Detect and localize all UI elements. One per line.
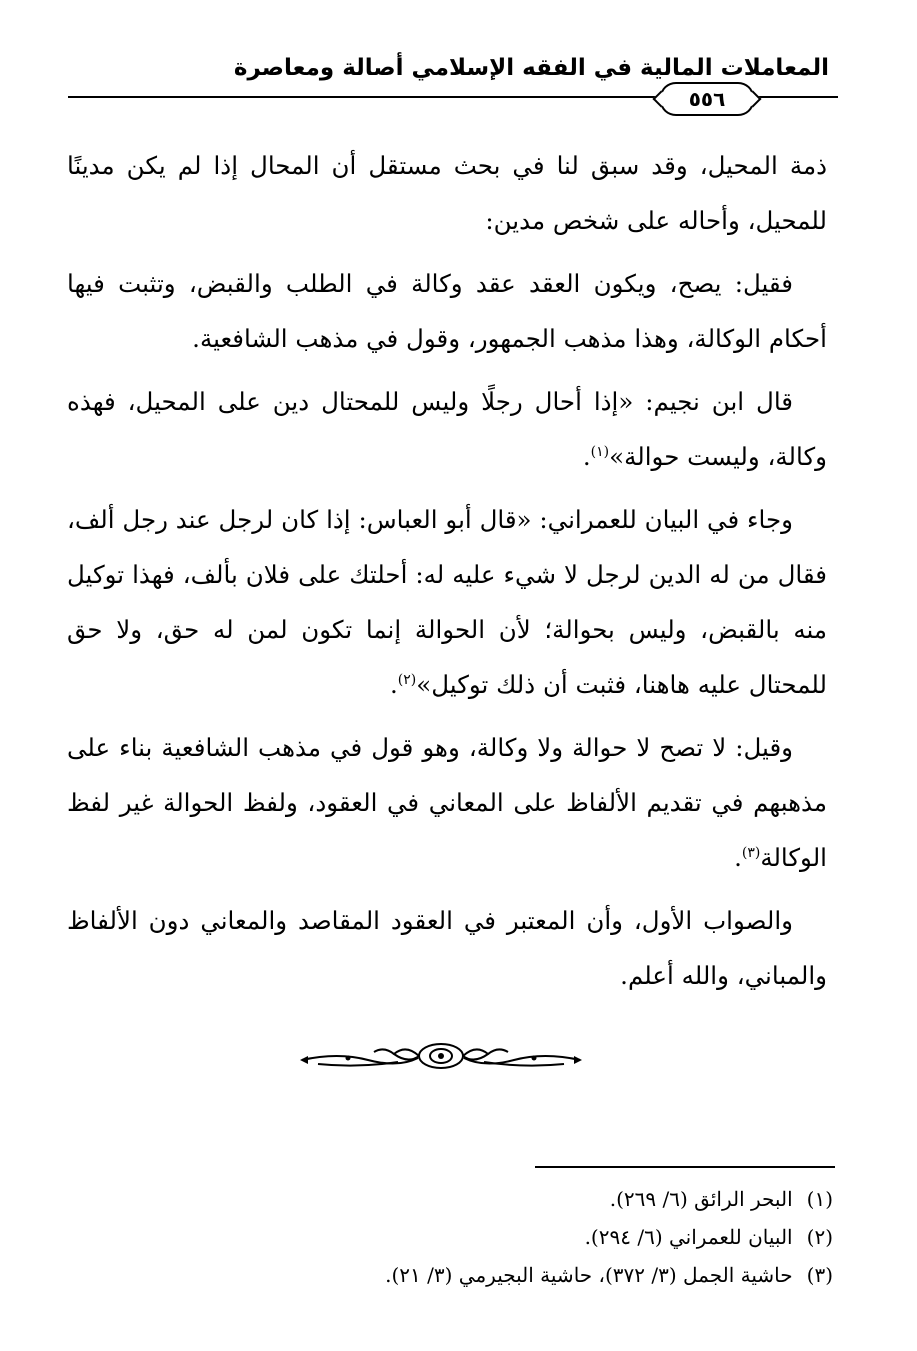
footnotes xyxy=(73,1180,833,1294)
paragraph-3 xyxy=(67,374,827,484)
footnote-text: البيان للعمراني (٦/ ٢٩٤). xyxy=(584,1225,793,1249)
footnote-number: (٣) xyxy=(806,1263,833,1287)
footnote-ref-1[interactable]: (١) xyxy=(590,444,610,460)
footnote-number: (٢) xyxy=(806,1225,833,1249)
paragraph-5-text: وقيل: لا تصح لا حوالة ولا وكالة، وهو قول في مذهب الشافعية بناء على مذهبهم في تقديم الألفاظ على المعاني في العقود، ولفظ الحوالة غير لفظ الوكالة xyxy=(67,733,827,872)
footnote-ref-3[interactable]: (٣) xyxy=(741,845,761,861)
paragraph-2: فقيل: يصح، ويكون العقد عقد وكالة في الطلب والقبض، وتثبت فيها أحكام الوكالة، وهذا مذهب الجمهور، وقول في مذهب الشافعية. xyxy=(67,269,827,353)
footnote-text: حاشية الجمل (٣/ ٣٧٢)، حاشية البجيرمي (٣/ ٢١). xyxy=(385,1263,793,1287)
footnote-text: البحر الرائق (٦/ ٢٦٩). xyxy=(609,1187,793,1211)
footnote-ref-2[interactable]: (٢) xyxy=(397,672,417,688)
paragraph-4 xyxy=(67,492,827,712)
paragraph-1: ذمة المحيل، وقد سبق لنا في بحث مستقل أن المحال إذا لم يكن مدينًا للمحيل، وأحاله على شخص مدين: xyxy=(67,151,827,235)
paragraph-5-end: . xyxy=(734,843,742,872)
footnote-2 xyxy=(73,1218,833,1256)
footnote-1 xyxy=(73,1180,833,1218)
running-title: المعاملات المالية في الفقه الإسلامي أصالة ومعاصرة xyxy=(233,55,829,81)
main-text xyxy=(67,138,827,1011)
paragraph-6: والصواب الأول، وأن المعتبر في العقود المقاصد والمعاني دون الألفاظ والمباني، والله أعلم. xyxy=(67,906,827,990)
paragraph-3-text: قال ابن نجيم: «إذا أحال رجلًا وليس للمحتال دين على المحيل، فهذه وكالة، وليست حوالة» xyxy=(67,387,827,471)
paragraph-3-end: . xyxy=(582,442,591,471)
footnote-number: (١) xyxy=(806,1187,833,1211)
footnote-separator xyxy=(535,1166,835,1168)
ornament-divider-icon xyxy=(298,1038,584,1074)
footnote-3 xyxy=(73,1256,833,1294)
paragraph-5 xyxy=(67,720,827,885)
page-number: ٥٥٦ xyxy=(660,82,754,116)
paragraph-4-end: . xyxy=(390,670,398,699)
paragraph-4-text: وجاء في البيان للعمراني: «قال أبو العباس: إذا كان لرجل عند رجل ألف، فقال من له الدين لرجل لا شيء عليه له: أحلتك على فلان بألف، فهذا توكيل منه بالقبض، وليس بحوالة؛ لأن الحوالة إنما تكون لمن له حق، ولا حق للمحتال عليه هاهنا، فثبت أن ذلك توكيل» xyxy=(67,505,827,699)
